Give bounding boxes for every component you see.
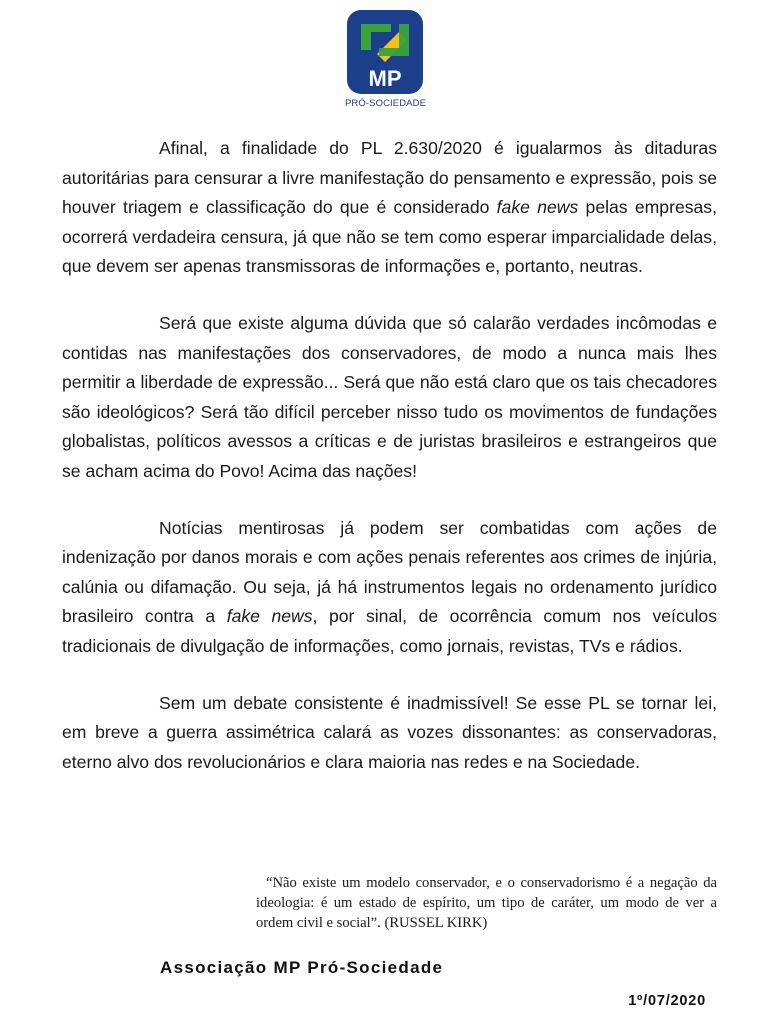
paragraph-3 — [62, 514, 717, 662]
paragraph-4-text: Sem um debate consistente é inadmissível! Se esse PL se tornar lei, em breve a guerra assimétrica calará as vozes dissonantes: as conservadoras, eterno alvo dos revolucionários e clara maioria nas redes e na Sociedade. — [62, 692, 717, 772]
logo-mark-text: MP — [368, 66, 402, 91]
logo-subtitle: PRÓ-SOCIEDADE — [345, 98, 427, 109]
document-body — [62, 134, 717, 804]
document-date: 1º/07/2020 — [628, 993, 706, 1009]
paragraph-3-text-a: Notícias mentirosas já podem ser combatidas com ações de indenização por danos morais e com ações penais referentes aos crimes de injúria, calúnia ou difamação. Ou seja, já há instrumentos legais no ordenamento jurídico brasileiro contra a — [62, 517, 717, 627]
paragraph-2-text: Será que existe alguma dúvida que só calarão verdades incômodas e contidas nas manifestações dos conservadores, de modo a nunca mais lhes permitir a liberdade de expressão... Será que não está claro que os tais checadores são ideológicos? Será tão difícil perceber nisso tudo os movimentos de fundações globalistas, políticos avessos a críticas e de juristas brasileiros e estrangeiros que se acham acima do Povo! Acima das nações! — [62, 312, 717, 481]
logo-mark-icon — [347, 10, 423, 94]
paragraph-4 — [62, 689, 717, 778]
paragraph-3-emphasis: fake news — [226, 606, 313, 627]
mp-pro-sociedade-logo — [345, 10, 425, 116]
paragraph-1-emphasis: fake news — [496, 197, 579, 218]
paragraph-1-text-b: pelas empresas, ocorrerá verdadeira censura, já que não se tem como esperar imparcialidade delas, que devem ser apenas transmissoras de informações e, portanto, neutras. — [62, 197, 717, 277]
signature: Associação MP Pró-Sociedade — [160, 958, 444, 977]
paragraph-3-text-b: , por sinal, de ocorrência comum nos veículos tradicionais de divulgação de informações, como jornais, revistas, TVs e rádios. — [62, 606, 718, 656]
epigraph-quote: “Não existe um modelo conservador, e o conservadorismo é a negação da ideologia: é um estado de espírito, um tipo de caráter, um modo de ver a ordem civil e social”. (RUSSEL KIRK) — [256, 875, 717, 931]
paragraph-1 — [62, 134, 717, 282]
paragraph-1-text-a: Afinal, a finalidade do PL 2.630/2020 é igualarmos às ditaduras autoritárias para censurar a livre manifestação do pensamento e expressão, pois se houver triagem e classificação do que é considerado — [62, 138, 717, 218]
logo-emblem-icon — [347, 10, 423, 94]
paragraph-2 — [62, 309, 717, 487]
